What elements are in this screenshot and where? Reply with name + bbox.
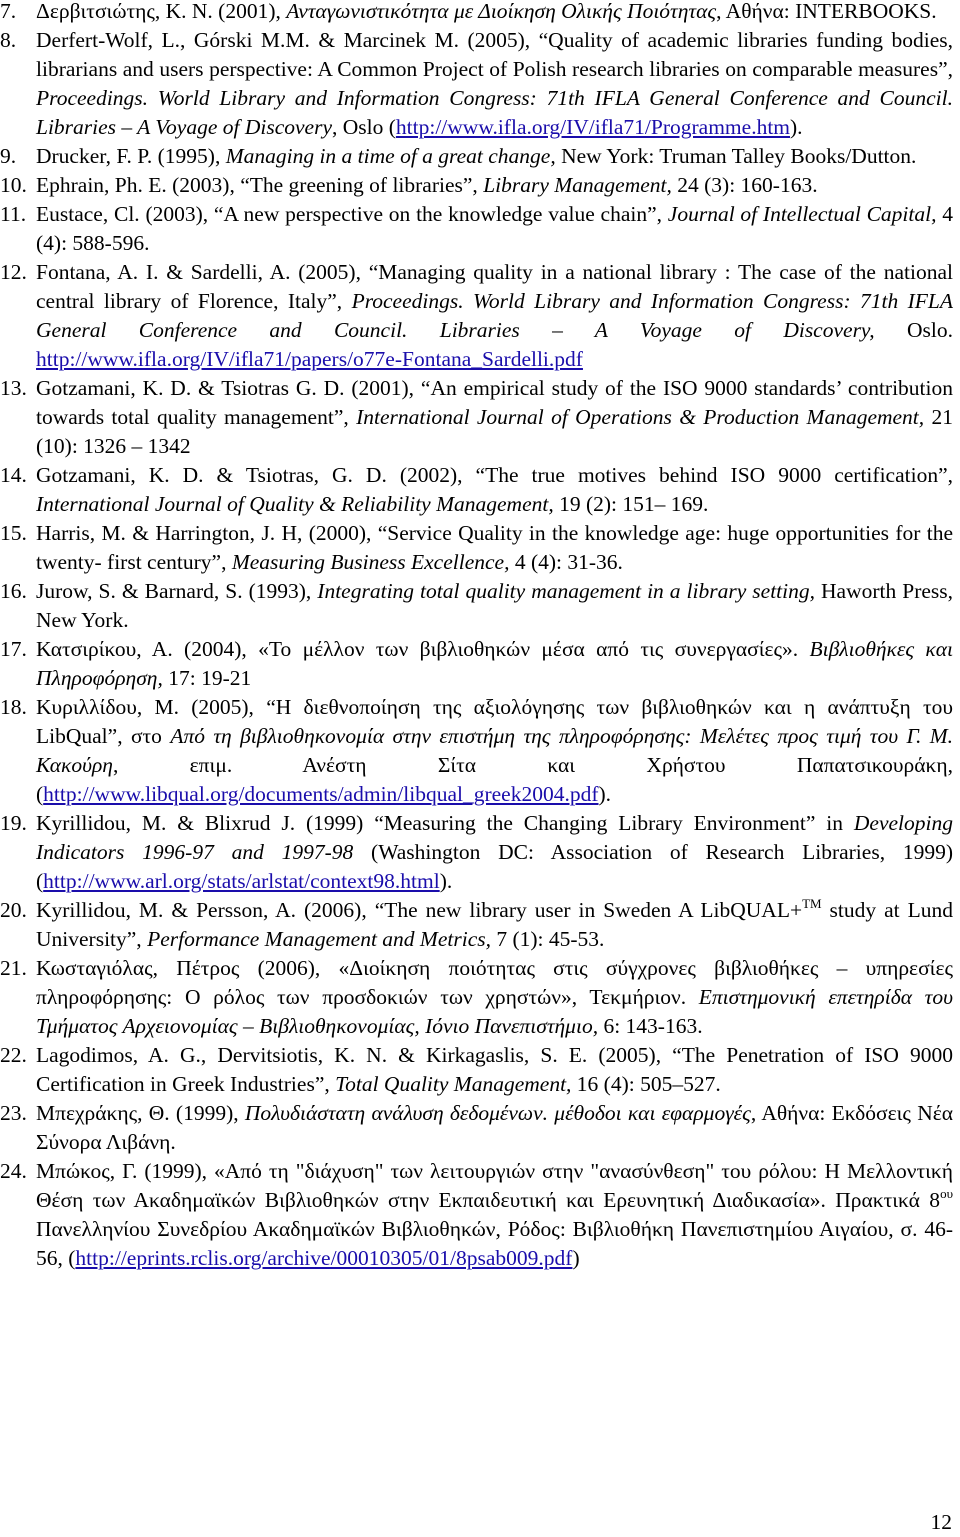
reference-text: Drucker, F. P. (1995),: [36, 144, 226, 168]
reference-text: Oslo.: [874, 318, 953, 342]
reference-text: New York: Truman Talley Books/Dutton.: [555, 144, 917, 168]
reference-item: [0, 1157, 953, 1273]
reference-italic-text: Performance Management and Metrics,: [147, 927, 491, 951]
reference-item: [0, 1099, 953, 1157]
reference-text: 21 (10): 1326 – 1342: [36, 405, 954, 458]
reference-item: [0, 954, 953, 1041]
reference-italic-text: Ανταγωνιστικότητα με Διοίκηση Ολικής Ποιότητας: [286, 0, 717, 23]
reference-text: Ephrain, Ph. E. (2003), “The greening of libraries”,: [36, 173, 484, 197]
reference-superscript: ου: [940, 1186, 953, 1201]
reference-item: [0, 693, 953, 809]
reference-link[interactable]: http://www.arl.org/stats/arlstat/context98.html: [43, 869, 440, 893]
reference-item: [0, 1041, 953, 1099]
reference-text: , Αθήνα: INTERBOOKS.: [716, 0, 937, 23]
reference-italic-text: International Journal of Quality & Reliability Management,: [36, 492, 554, 516]
reference-number: 22.: [0, 1043, 27, 1067]
reference-italic-text: Από τη βιβλιοθηκονομία στην επιστήμη της πληροφόρησης: Μελέτες προς τιμή του Γ. Μ. Κακούρη: [36, 724, 953, 777]
reference-text: Lagodimos, A. G., Dervitsiotis, K. N. & Kirkagaslis, S. E. (2005), “The Penetration of ISO 9000 Certification in Greek Industries”,: [36, 1043, 953, 1096]
reference-text: (Washington DC: Association of Research Libraries, 1999) (: [36, 840, 953, 893]
reference-text: 16 (4): 505–527.: [571, 1072, 721, 1096]
reference-italic-text: Measuring Business Excellence,: [231, 550, 510, 574]
reference-number: 13.: [0, 376, 27, 400]
reference-italic-text: Library Management,: [483, 173, 672, 197]
reference-number: 11.: [0, 202, 27, 226]
reference-text: , Αθήνα: Εκδόσεις Νέα Σύνορα Λιβάνη.: [36, 1101, 954, 1154]
reference-text: Jurow, S. & Barnard, S. (1993),: [36, 579, 318, 603]
reference-text: Gotzamani, K. D. & Tsiotras G. D. (2001), “An empirical study of the ISO 9000 standards’ contribution towards total quality management”,: [36, 376, 953, 429]
page-number: 12: [930, 1510, 952, 1534]
reference-link[interactable]: http://www.ifla.org/IV/ifla71/papers/o77e-Fontana_Sardelli.pdf: [36, 347, 583, 371]
reference-item: [0, 200, 953, 258]
reference-item: [0, 635, 953, 693]
reference-italic-text: Βιβλιοθήκες και Πληροφόρηση,: [36, 637, 953, 690]
reference-link[interactable]: http://eprints.rclis.org/archive/00010305/01/8psab009.pdf: [75, 1246, 573, 1270]
reference-superscript: TM: [802, 896, 822, 911]
reference-item: [0, 0, 953, 26]
reference-text: Kyrillidou, M. & Persson, A. (2006), “The new library user in Sweden A LibQUAL+: [36, 898, 803, 922]
reference-item: [0, 577, 953, 635]
reference-text: Κωσταγιόλας, Πέτρος (2006), «Διοίκηση ποιότητας στις σύγχρονες βιβλιοθήκες – υπηρεσίες πληροφόρησης: Ο ρόλος των προσδοκιών των χρηστών», Τεκμήριον.: [36, 956, 953, 1009]
reference-text: 24 (3): 160-163.: [671, 173, 818, 197]
reference-text: 19 (2): 151– 169.: [553, 492, 709, 516]
reference-number: 15.: [0, 521, 27, 545]
reference-link[interactable]: http://www.ifla.org/IV/ifla71/Programme.htm: [395, 115, 791, 139]
reference-text: 17: 19-21: [162, 666, 252, 690]
reference-text: ).: [598, 782, 612, 806]
reference-italic-text: Πολυδιάστατη ανάλυση δεδομένων. μέθοδοι και εφαρμογές: [244, 1101, 751, 1125]
reference-italic-text: Developing Indicators 1996-97 and 1997-98: [36, 811, 953, 864]
reference-text: 7 (1): 45-53.: [490, 927, 605, 951]
reference-text: Fontana, A. I. & Sardelli, A. (2005), “Managing quality in a national library : The case of the national central library of Florence, Italy”,: [36, 260, 953, 313]
reference-text: Haworth Press, New York.: [36, 579, 954, 632]
reference-item: [0, 142, 953, 171]
reference-italic-text: International Journal of Operations & Production Management,: [356, 405, 925, 429]
reference-number: 7.: [0, 0, 17, 23]
reference-text: Κυριλλίδου, Μ. (2005), “Η διεθνοποίηση της αξιολόγησης των βιβλιοθηκών και η ανάπτυξη του LibQual”, στο: [36, 695, 953, 748]
reference-number: 17.: [0, 637, 27, 661]
reference-italic-text: Proceedings. World Library and Information Congress: 71th IFLA General Conference and Council. Libraries – A Voyage of Discovery,: [36, 289, 953, 342]
reference-item: [0, 374, 953, 461]
reference-text: Derfert-Wolf, L., Górski M.M. & Marcinek M. (2005), “Quality of academic libraries funding bodies, librarians and users perspective: A Common Project of Polish research libraries on comparable measures”,: [36, 28, 953, 81]
reference-italic-text: Proceedings. World Library and Information Congress: 71th IFLA General Conference and Council. Libraries – A Voyage of Discovery: [36, 86, 953, 139]
reference-item: [0, 258, 953, 374]
reference-text: 4 (4): 31-36.: [509, 550, 623, 574]
reference-number: 18.: [0, 695, 27, 719]
reference-italic-text: Integrating total quality management in a library setting,: [317, 579, 815, 603]
reference-number: 8.: [0, 28, 17, 52]
reference-number: 9.: [0, 144, 17, 168]
reference-text: Μπεχράκης, Θ. (1999),: [36, 1101, 245, 1125]
reference-text: study at Lund University”,: [36, 898, 953, 951]
reference-number: 14.: [0, 463, 27, 487]
reference-item: [0, 519, 953, 577]
reference-text: ).: [790, 115, 803, 139]
reference-italic-text: Επιστημονική επετηρίδα του Τμήματος Αρχειονομίας – Βιβλιοθηκονομίας, Ιόνιο Πανεπιστήμιο,: [36, 985, 953, 1038]
reference-number: 21.: [0, 956, 27, 980]
reference-number: 19.: [0, 811, 27, 835]
reference-text: Μπώκος, Γ. (1999), «Από τη "διάχυση" των λειτουργιών στην "ανασύνθεση" του ρόλου: Η Μελλοντική Θέση των Ακαδημαϊκών Βιβλιοθηκών στην Εκπαιδευτική και Ερευνητική Διαδικασία». Πρακτικά 8: [36, 1159, 953, 1212]
reference-italic-text: Managing in a time of a great change,: [225, 144, 556, 168]
reference-number: 23.: [0, 1101, 27, 1125]
reference-item: [0, 26, 953, 142]
reference-number: 16.: [0, 579, 27, 603]
reference-italic-text: Journal of Intellectual Capital,: [667, 202, 937, 226]
reference-text: Gotzamani, K. D. & Tsiotras, G. D. (2002), “The true motives behind ISO 9000 certification”,: [36, 463, 953, 487]
reference-text: ).: [439, 869, 453, 893]
reference-number: 12.: [0, 260, 27, 284]
reference-text: Δερβιτσιώτης, Κ. Ν. (2001),: [36, 0, 287, 23]
reference-text: Harris, M. & Harrington, J. H, (2000), “Service Quality in the knowledge age: huge opportunities for the twenty- first century”,: [36, 521, 953, 574]
reference-text: ): [572, 1246, 580, 1270]
reference-item: [0, 461, 953, 519]
reference-item: [0, 896, 953, 954]
reference-text: Πανελληνίου Συνεδρίου Ακαδημαϊκών Βιβλιοθηκών, Ρόδος: Βιβλιοθήκη Πανεπιστημίου Αιγαίου, σ. 46-56, (: [36, 1217, 953, 1270]
reference-number: 10.: [0, 173, 27, 197]
reference-number: 20.: [0, 898, 27, 922]
reference-text: Kyrillidou, M. & Blixrud J. (1999) “Measuring the Changing Library Environment” in: [36, 811, 854, 835]
reference-italic-text: Total Quality Management,: [335, 1072, 572, 1096]
reference-text: Κατσιρίκου, Α. (2004), «Το μέλλον των βιβλιοθηκών μέσα από τις συνεργασίες».: [36, 637, 810, 661]
reference-link[interactable]: http://www.libqual.org/documents/admin/libqual_greek2004.pdf: [43, 782, 599, 806]
reference-item: [0, 809, 953, 896]
reference-text: 6: 143-163.: [598, 1014, 703, 1038]
reference-text: 4 (4): 588-596.: [36, 202, 954, 255]
reference-text: , επιμ. Ανέστη Σίτα και Χρήστου Παπατσικουράκη, (: [36, 753, 953, 806]
reference-text: , Oslo (: [332, 115, 396, 139]
reference-item: [0, 171, 953, 200]
reference-text: Eustace, Cl. (2003), “A new perspective on the knowledge value chain”,: [36, 202, 668, 226]
reference-number: 24.: [0, 1159, 27, 1183]
